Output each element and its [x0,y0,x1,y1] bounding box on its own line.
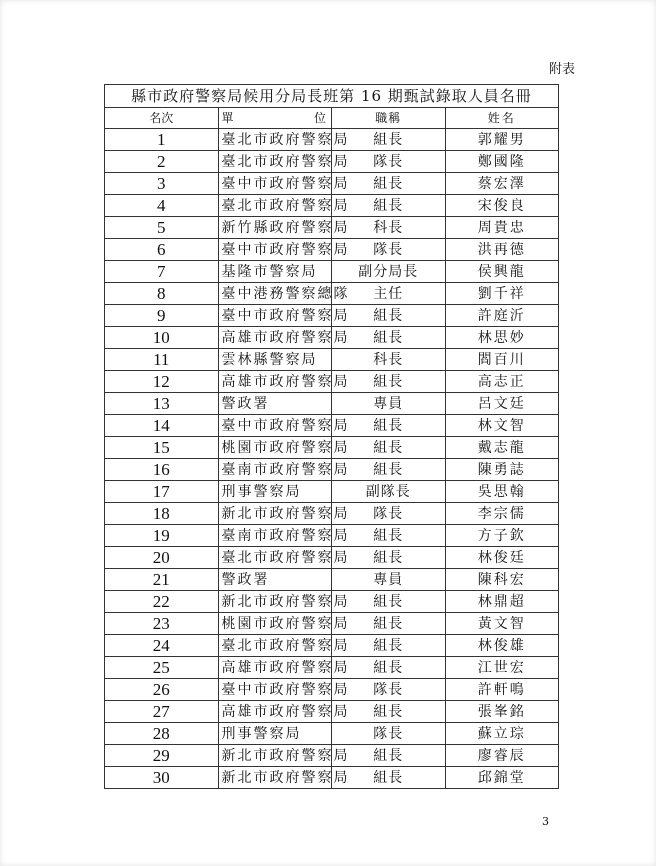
cell-unit: 臺北市政府警察局 [218,635,332,657]
cell-rank: 27 [105,701,219,723]
cell-rank: 15 [105,437,219,459]
cell-name: 吳思翰 [445,481,559,503]
table-row [105,327,559,349]
cell-rank: 13 [105,393,219,415]
cell-position: 副隊長 [332,481,446,503]
cell-name: 周貴忠 [445,217,559,239]
cell-position: 科長 [332,349,446,371]
cell-position: 組長 [332,327,446,349]
cell-unit: 新北市政府警察局 [218,591,332,613]
cell-name: 林鼎超 [445,591,559,613]
cell-position: 組長 [332,371,446,393]
cell-position: 組長 [332,437,446,459]
cell-name: 李宗儒 [445,503,559,525]
cell-name: 郭耀男 [445,129,559,151]
cell-name: 陳科宏 [445,569,559,591]
table-row [105,415,559,437]
cell-name: 蘇立琮 [445,723,559,745]
cell-rank: 1 [105,129,219,151]
cell-unit: 臺南市政府警察局 [218,459,332,481]
cell-position: 組長 [332,459,446,481]
header-unit [218,108,332,129]
cell-rank: 21 [105,569,219,591]
table-row [105,129,559,151]
table-row [105,481,559,503]
cell-name: 廖睿辰 [445,745,559,767]
cell-unit: 高雄市政府警察局 [218,327,332,349]
cell-position: 隊長 [332,503,446,525]
cell-rank: 29 [105,745,219,767]
cell-rank: 30 [105,767,219,789]
cell-name: 鄭國隆 [445,151,559,173]
cell-rank: 16 [105,459,219,481]
table-row [105,657,559,679]
cell-name: 呂文廷 [445,393,559,415]
table-row [105,679,559,701]
cell-rank: 7 [105,261,219,283]
cell-unit: 高雄市政府警察局 [218,701,332,723]
table-row [105,173,559,195]
table-row [105,239,559,261]
table-row [105,503,559,525]
cell-rank: 10 [105,327,219,349]
cell-unit: 基隆市警察局 [218,261,332,283]
cell-name: 洪再德 [445,239,559,261]
cell-rank: 18 [105,503,219,525]
cell-name: 許軒鳴 [445,679,559,701]
cell-unit: 臺北市政府警察局 [218,129,332,151]
table-row [105,701,559,723]
cell-name: 黃文智 [445,613,559,635]
cell-name: 林思妙 [445,327,559,349]
cell-position: 隊長 [332,723,446,745]
cell-unit: 臺南市政府警察局 [218,525,332,547]
cell-unit: 高雄市政府警察局 [218,657,332,679]
cell-unit: 臺中市政府警察局 [218,679,332,701]
table-row [105,151,559,173]
cell-rank: 20 [105,547,219,569]
cell-rank: 19 [105,525,219,547]
header-rank: 名次 [105,108,219,129]
cell-name: 方子欽 [445,525,559,547]
table-row [105,745,559,767]
cell-unit: 桃園市政府警察局 [218,613,332,635]
cell-name: 邱錦堂 [445,767,559,789]
cell-position: 隊長 [332,239,446,261]
cell-position: 組長 [332,635,446,657]
cell-position: 組長 [332,305,446,327]
table-row [105,547,559,569]
table-row [105,767,559,789]
cell-position: 組長 [332,547,446,569]
cell-unit: 警政署 [218,569,332,591]
table-row [105,635,559,657]
cell-rank: 11 [105,349,219,371]
table-row [105,283,559,305]
table-row [105,195,559,217]
cell-rank: 25 [105,657,219,679]
cell-name: 林俊雄 [445,635,559,657]
cell-name: 蔡宏澤 [445,173,559,195]
cell-position: 副分局長 [332,261,446,283]
cell-rank: 2 [105,151,219,173]
cell-rank: 8 [105,283,219,305]
cell-name: 江世宏 [445,657,559,679]
cell-rank: 9 [105,305,219,327]
cell-name: 侯興龍 [445,261,559,283]
cell-unit: 臺中市政府警察局 [218,239,332,261]
table-row [105,261,559,283]
cell-position: 隊長 [332,151,446,173]
table-header-row [105,108,559,129]
cell-name: 戴志龍 [445,437,559,459]
cell-rank: 17 [105,481,219,503]
cell-position: 組長 [332,525,446,547]
cell-name: 林文智 [445,415,559,437]
cell-unit: 臺北市政府警察局 [218,151,332,173]
cell-unit: 新北市政府警察局 [218,767,332,789]
header-position: 職稱 [332,108,446,129]
cell-unit: 新竹縣政府警察局 [218,217,332,239]
cell-position: 組長 [332,657,446,679]
cell-rank: 26 [105,679,219,701]
cell-position: 組長 [332,415,446,437]
cell-name: 許庭沂 [445,305,559,327]
table-row [105,305,559,327]
cell-position: 科長 [332,217,446,239]
table-row [105,569,559,591]
cell-name: 劉千祥 [445,283,559,305]
table-row [105,723,559,745]
admission-list-table [104,84,559,789]
cell-position: 組長 [332,701,446,723]
cell-rank: 14 [105,415,219,437]
cell-position: 專員 [332,393,446,415]
cell-unit: 新北市政府警察局 [218,745,332,767]
cell-unit: 臺中市政府警察局 [218,305,332,327]
table-row [105,525,559,547]
table-row [105,393,559,415]
cell-name: 張峯銘 [445,701,559,723]
header-unit-left: 單 [221,111,236,125]
cell-unit: 雲林縣警察局 [218,349,332,371]
table-row [105,459,559,481]
cell-position: 主任 [332,283,446,305]
cell-unit: 臺中港務警察總隊 [218,283,332,305]
table-row [105,217,559,239]
cell-position: 組長 [332,591,446,613]
cell-rank: 24 [105,635,219,657]
cell-unit: 桃園市政府警察局 [218,437,332,459]
cell-name: 閻百川 [445,349,559,371]
table-title: 縣市政府警察局候用分局長班第 16 期甄試錄取人員名冊 [105,85,559,108]
cell-position: 專員 [332,569,446,591]
header-unit-right: 位 [313,111,328,125]
cell-position: 組長 [332,195,446,217]
cell-rank: 5 [105,217,219,239]
cell-rank: 3 [105,173,219,195]
table-row [105,437,559,459]
header-name: 姓名 [445,108,559,129]
cell-name: 陳勇誌 [445,459,559,481]
cell-position: 隊長 [332,679,446,701]
cell-name: 林俊廷 [445,547,559,569]
cell-name: 高志正 [445,371,559,393]
cell-position: 組長 [332,129,446,151]
cell-rank: 6 [105,239,219,261]
cell-rank: 4 [105,195,219,217]
cell-unit: 新北市政府警察局 [218,503,332,525]
table-row [105,613,559,635]
cell-position: 組長 [332,173,446,195]
cell-unit: 警政署 [218,393,332,415]
cell-position: 組長 [332,613,446,635]
table-title-row [105,85,559,108]
annex-label: 附表 [549,62,576,77]
cell-rank: 23 [105,613,219,635]
cell-unit: 刑事警察局 [218,481,332,503]
cell-rank: 28 [105,723,219,745]
cell-unit: 臺北市政府警察局 [218,195,332,217]
table-row [105,349,559,371]
cell-unit: 高雄市政府警察局 [218,371,332,393]
cell-position: 組長 [332,745,446,767]
cell-unit: 臺北市政府警察局 [218,547,332,569]
cell-unit: 臺中市政府警察局 [218,415,332,437]
cell-rank: 22 [105,591,219,613]
cell-name: 宋俊良 [445,195,559,217]
cell-unit: 臺中市政府警察局 [218,173,332,195]
table-row [105,371,559,393]
page-number: 3 [542,815,549,828]
cell-unit: 刑事警察局 [218,723,332,745]
table-row [105,591,559,613]
cell-rank: 12 [105,371,219,393]
cell-position: 組長 [332,767,446,789]
